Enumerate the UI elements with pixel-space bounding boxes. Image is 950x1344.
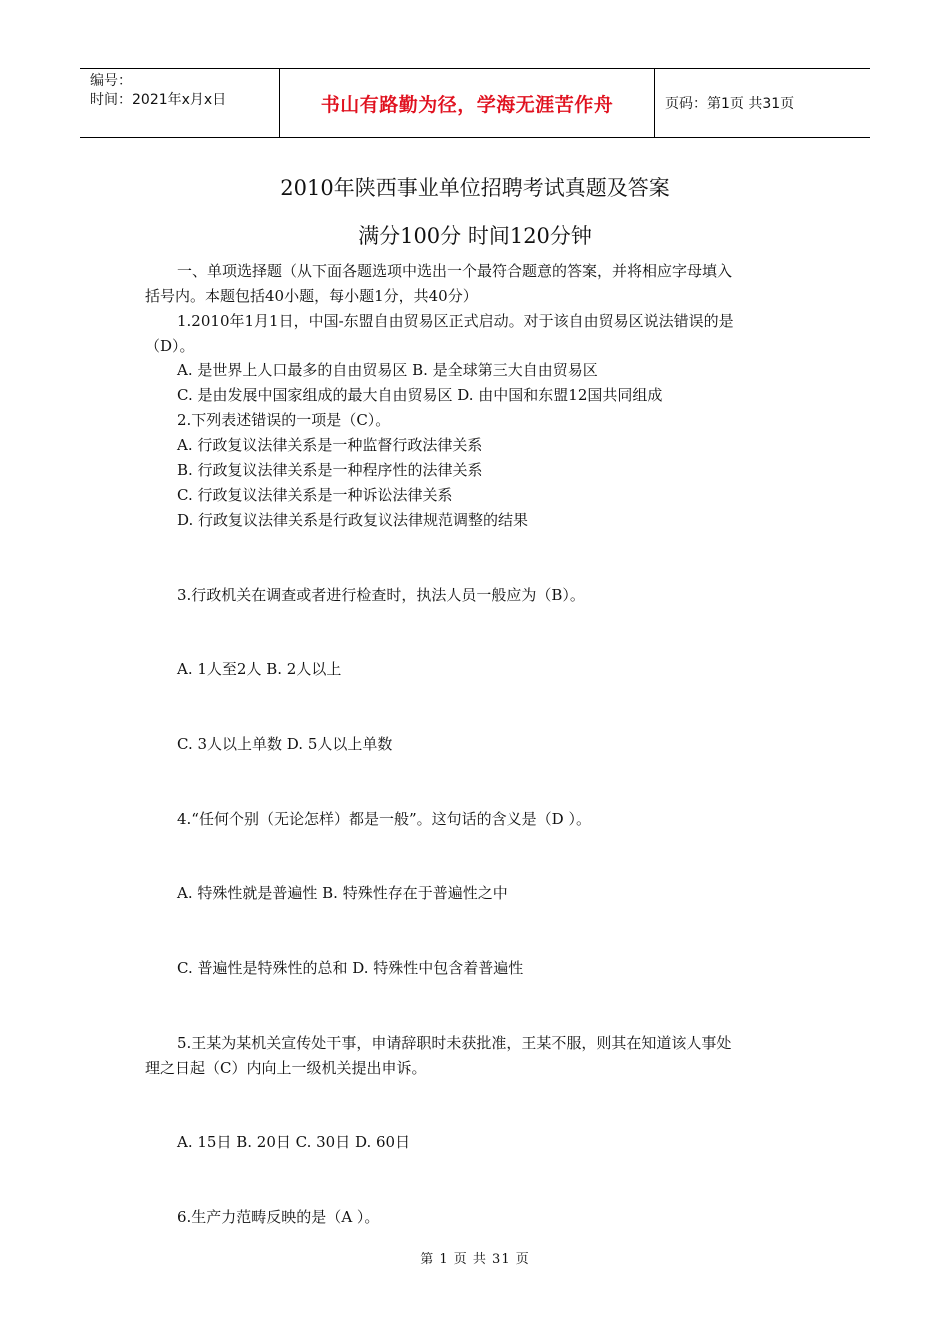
- question-2-option-a: A. 行政复议法律关系是一种监督行政法律关系: [177, 436, 483, 454]
- question-5: 5.王某为某机关宣传处干事，申请辞职时未获批准，王某不服，则其在知道该人事处: [177, 1034, 732, 1052]
- section-intro: 一、单项选择题（从下面各题选项中选出一个最符合题意的答案，并将相应字母填入: [177, 262, 733, 280]
- time-label: 时间：2021年x月x日: [90, 92, 227, 108]
- doc-title: 2010年陕西事业单位招聘考试真题及答案: [280, 176, 670, 200]
- question-1-cont: （D）。: [145, 337, 195, 355]
- header-motto: 书山有路勤为径，学海无涯苦作舟: [280, 69, 655, 137]
- question-3: 3.行政机关在调查或者进行检查时，执法人员一般应为（B）。: [177, 586, 585, 604]
- serial-label: 编号：: [90, 73, 132, 89]
- question-5-options: A. 15日 B. 20日 C. 30日 D. 60日: [177, 1133, 411, 1151]
- question-2: 2.下列表述错误的一项是（C）。: [177, 411, 391, 429]
- question-4-options-cd: C. 普遍性是特殊性的总和 D. 特殊性中包含着普遍性: [177, 959, 524, 977]
- question-3-options-ab: A. 1人至2人 B. 2人以上: [177, 660, 342, 678]
- question-1: 1.2010年1月1日，中国-东盟自由贸易区正式启动。对于该自由贸易区说法错误的是: [177, 312, 734, 330]
- question-1-options-cd: C. 是由发展中国家组成的最大自由贸易区 D. 由中国和东盟12国共同组成: [177, 386, 663, 404]
- doc-subtitle: 满分100分 时间120分钟: [358, 224, 592, 248]
- section-intro-cont: 括号内。本题包括40小题，每小题1分，共40分）: [145, 287, 478, 305]
- question-2-option-b: B. 行政复议法律关系是一种程序性的法律关系: [177, 461, 483, 479]
- header-page-info: 页码：第1页 共31页: [665, 96, 795, 112]
- question-4-options-ab: A. 特殊性就是普遍性 B. 特殊性存在于普遍性之中: [177, 884, 508, 902]
- page-footer: 第 1 页 共 31 页: [420, 1252, 530, 1267]
- question-6: 6.生产力范畴反映的是（A ）。: [177, 1208, 380, 1226]
- question-1-options-ab: A. 是世界上人口最多的自由贸易区 B. 是全球第三大自由贸易区: [177, 361, 598, 379]
- question-4: 4.“任何个别（无论怎样）都是一般”。这句话的含义是（D ）。: [177, 810, 591, 828]
- question-2-option-c: C. 行政复议法律关系是一种诉讼法律关系: [177, 486, 453, 504]
- question-5-cont: 理之日起（C）内向上一级机关提出申诉。: [145, 1059, 427, 1077]
- page-header: [80, 68, 870, 138]
- question-2-option-d: D. 行政复议法律关系是行政复议法律规范调整的结果: [177, 511, 529, 529]
- question-3-options-cd: C. 3人以上单数 D. 5人以上单数: [177, 735, 393, 753]
- header-meta: [80, 69, 280, 137]
